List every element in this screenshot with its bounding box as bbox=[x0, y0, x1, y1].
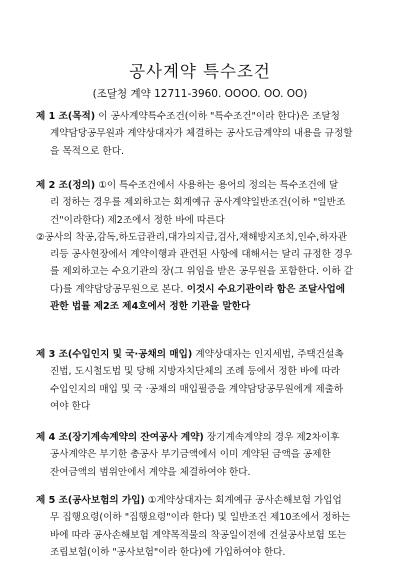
article-5-line-4: 조립보험(이하 "공사보험"이라 한다)에 가입하여야 한다. bbox=[50, 546, 286, 558]
article-2 bbox=[36, 177, 382, 315]
article-3-line-2: 진법, 도시철도법 및 당해 지방자치단체의 조례 등에서 정한 바에 따라 bbox=[50, 366, 340, 378]
article-2-heading: 제 2 조(정의) bbox=[36, 180, 96, 191]
article-4-line-3: 잔여금액의 범위안에서 계약을 체결하여야 한다. bbox=[50, 466, 251, 478]
article-5-line-2: 무 집행요령(이하 "집행요령"이라 한다) 및 일반조건 제10조에서 정하는 bbox=[50, 512, 351, 524]
article-3-heading: 제 3 조(수입인지 및 국·공채의 매입) bbox=[36, 349, 193, 360]
article-2-line-4: ②공사의 착공,감독,하도급관리,대가의지급,검사,재해방지조치,인수,하자관 bbox=[36, 231, 348, 243]
article-5-line-3: 바에 따라 공사손해보험 계약목적물의 착공일이전에 건설공사보험 또는 bbox=[50, 529, 347, 541]
article-2-line-2: 리 정하는 경우를 제외하고는 회계예규 공사계약일반조건(이하 "일반조 bbox=[50, 197, 346, 209]
article-4-line-1: 제 4 조(장기계속계약의 잔여공사 계약) 장기계속계약의 경우 제2차이후 bbox=[36, 432, 340, 443]
article-2-bold-text-2: 관한 법률 제2조 제4호에서 정한 기관을 말한다 bbox=[50, 301, 251, 313]
article-1-heading: 제 1 조(목적) bbox=[36, 111, 96, 122]
article-1-line-2: 계약담당공무원과 계약상대자가 체결하는 공사도급계약의 내용을 규정할 bbox=[50, 128, 353, 140]
article-2-line-7: 다)를 계약담당공무원으로 본다. 이것시 수요기관이라 함은 조달사업에 bbox=[50, 283, 346, 295]
article-2-line-6: 를 제외하고는 수요기관의 장(그 위임을 받은 공무원을 포함한다. 이하 같 bbox=[50, 266, 353, 278]
article-3-line-4: 여야 한다 bbox=[50, 400, 91, 412]
article-4-heading: 제 4 조(장기계속계약의 잔여공사 계약) bbox=[36, 432, 204, 443]
article-5-heading: 제 5 조(공사보험의 가입) bbox=[36, 495, 145, 506]
article-2-line-1: 제 2 조(정의) ①이 특수조건에서 사용하는 용어의 정의는 특수조건에 달 bbox=[36, 180, 339, 191]
article-2-line-5: 리등 공사현장에서 계약이행과 관련된 사항에 대해서는 달리 규정한 경우 bbox=[50, 249, 353, 261]
article-1-line-3: 을 목적으로 한다. bbox=[50, 145, 125, 157]
article-2-bold-text-1: 이것시 수요기관이라 함은 조달사업에 bbox=[183, 283, 346, 295]
article-2-line-3: 건"이라한다) 제2조에서 정한 바에 따른다 bbox=[50, 214, 225, 226]
article-1-line-1: 제 1 조(목적) 이 공사계약특수조건(이하 "특수조건"이라 한다)은 조달청 bbox=[36, 111, 340, 122]
article-4 bbox=[36, 429, 382, 481]
article-3 bbox=[36, 346, 382, 415]
article-5 bbox=[36, 492, 382, 561]
article-3-line-3: 수입인지의 매입 및 국 ·공채의 매입필증을 계약담당공무원에게 제출하 bbox=[50, 383, 344, 395]
document-subtitle: (조달청 계약 12711-3960. OOOO. OO. OO) bbox=[92, 88, 308, 100]
article-4-line-2: 공사계약은 부기한 총공사 부기금액에서 이미 계약된 금액을 공제한 bbox=[50, 449, 331, 461]
document-title: 공사계약 특수조건 bbox=[129, 62, 271, 81]
article-3-line-1: 제 3 조(수입인지 및 국·공채의 매입) 계약상대자는 인지세법, 주택건설촉 bbox=[36, 349, 344, 360]
article-1 bbox=[36, 108, 382, 160]
article-5-line-1: 제 5 조(공사보험의 가입) ①계약상대자는 회계예규 공사손해보험 가입업 bbox=[36, 495, 342, 506]
